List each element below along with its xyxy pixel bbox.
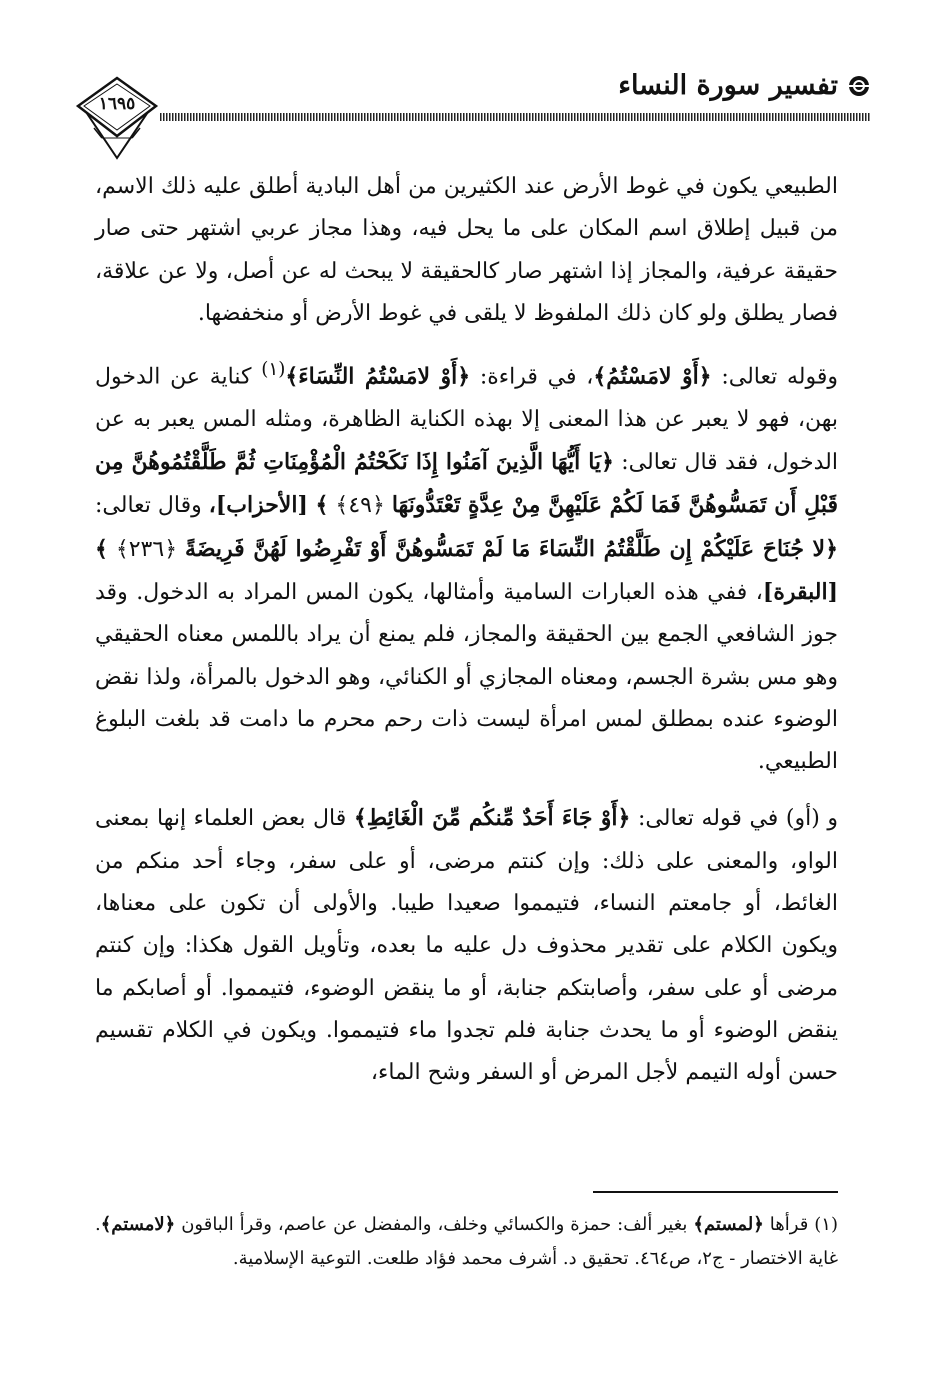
surah-reference: [الأحزاب]،	[208, 492, 316, 519]
quran-quote: ﴿لامستم﴾	[100, 1214, 176, 1235]
running-header-title: تفسير سورة النساء	[618, 70, 838, 101]
quran-quote: ﴿يَا أَيُّهَا الَّذِينَ آمَنُوا إِذَا نَكَحْتُمُ الْمُؤْمِنَاتِ ثُمَّ طَلَّقْتُمُوهُنَّ مِن قَبْلِ أَن تَمَسُّوهُنَّ فَمَا لَكُمْ عَلَيْهِنَّ مِنْ عِدَّةٍ تَعْتَدُّونَهَا	[95, 449, 838, 519]
text-run: ، في قراءة:	[470, 364, 594, 390]
text-run: الطبيعي يكون في غوط الأرض عند الكثيرين من أهل البادية أطلق عليه ذلك الاسم، من قبيل إطلاق اسم المكان على ما يحل فيه، وهذا مجاز عربي اشتهر حتى صار حقيقة عرفية، والمجاز إذا اشتهر صار كالحقيقة لا يبحث له عن أصل، ولا عن علاقة، فصار يطلق ولو كان ذلك الملفوظ لا يلقى في غوط الأرض أو منخفضها.	[95, 174, 838, 326]
footnote-1	[95, 1208, 838, 1276]
footnote-marker: (١)	[261, 359, 286, 381]
paragraph-2	[95, 349, 838, 783]
text-run: وقال تعالى:	[95, 493, 209, 519]
text-run: بغير ألف: حمزة والكسائي وخلف، والمفضل عن عاصم، وقرأ الباقون	[175, 1214, 694, 1235]
verse-number-marker: ﴿٢٣٦﴾	[115, 536, 178, 562]
paragraph-1	[95, 166, 838, 335]
verse-number-marker: ﴿٤٩﴾	[335, 493, 385, 519]
text-run: وقوله تعالى:	[711, 364, 838, 390]
quote-close: ﴾	[315, 492, 329, 519]
text-run: . غاية الاختصار - ج٢، ص٤٦٤. تحقيق د. أشرف محمد فؤاد طلعت. التوعية الإسلامية.	[95, 1214, 838, 1269]
quran-quote: ﴿لمستم﴾	[693, 1214, 764, 1235]
text-run: قال بعض العلماء إنها بمعنى الواو، والمعنى على ذلك: وإن كنتم مرضى، أو على سفر، وجاء أحد منكم من الغائط، أو جامعتم النساء، فتيمموا صعيدا طيبا. والأولى أن تكون على معناها، ويكون الكلام على تقدير محذوف دل عليه ما بعده، وتأويل القول هكذا: وإن كنتم مرضى أو على سفر، وأصابتكم جنابة، أو ما ينقض الوضوء، فتيمموا. أو أصابكم ما ينقض الوضوء أو ما يحدث جنابة فلم تجدوا ماء فتيمموا. ويكون في الكلام تقسيم حسن أوله التيمم لأجل المرض أو السفر وشح الماء،	[95, 806, 839, 1086]
text-run: و (أو) في قوله تعالى:	[630, 806, 838, 832]
paragraph-3	[95, 797, 838, 1094]
text-run: ، ففي هذه العبارات السامية وأمثالها، يكون المس المراد به الدخول. وقد جوز الشافعي الجمع بين الحقيقة والمجاز، فلم يمنع أن يراد باللمس معناه الحقيقي وهو مس بشرة الجسم، ومعناه المجازي أو الكنائي، وهو الدخول بالمرأة، ولذا نقض الوضوء عنده بمطلق لمس امرأة ليست ذات رحم محرم ما دامت قد بلغت البلوغ الطبيعي.	[95, 580, 838, 775]
page-number-badge-icon	[72, 76, 162, 162]
page-number: ١٦٩٥	[98, 94, 136, 114]
footnote-separator	[593, 1191, 838, 1193]
surah-reference: [البقرة]	[762, 579, 838, 605]
quran-quote: ﴿لا جُنَاحَ عَلَيْكُمْ إِن طَلَّقْتُمُ النِّسَاءَ مَا لَمْ تَمَسُّوهُنَّ أَوْ تَفْرِضُوا لَهُنَّ فَرِيضَةً	[185, 535, 838, 562]
header-rule	[160, 113, 871, 121]
quote-close: ﴾	[95, 535, 108, 562]
quran-quote: ﴿أَوْ لامَسْتُمُ﴾	[593, 363, 712, 390]
main-text	[95, 166, 838, 1095]
text-run: (١) قرأها	[763, 1214, 838, 1235]
text-run: كناية عن الدخول بهن، فهو لا يعبر عن هذا المعنى إلا بهذه الكناية الظاهرة، ومثله المس يعبر به عن الدخول، فقد قال تعالى:	[95, 364, 838, 476]
footnotes	[95, 1208, 838, 1276]
header-ornament-icon	[847, 74, 871, 98]
quran-quote: ﴿أَوْ لامَسْتُمُ النِّسَاءَ﴾	[285, 363, 471, 390]
quran-quote: ﴿أَوْ جَاءَ أَحَدٌ مِّنكُم مِّنَ الْغَائِطِ﴾	[353, 805, 631, 832]
